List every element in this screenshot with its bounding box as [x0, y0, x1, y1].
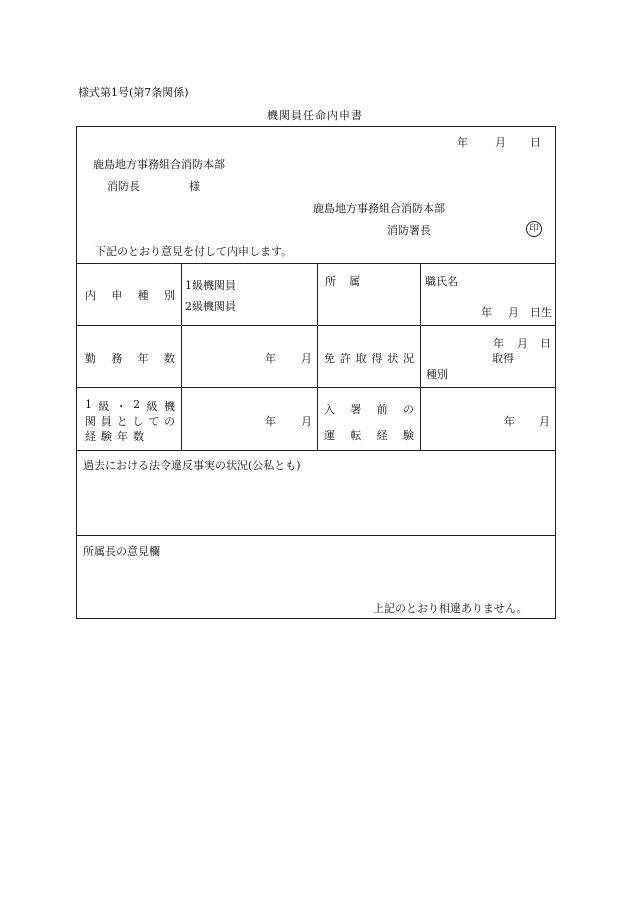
divider-line — [77, 263, 555, 264]
divider-line — [77, 387, 555, 388]
name-label: 職氏名 — [425, 275, 458, 288]
addressee-honorific: 様 — [189, 180, 200, 193]
column-line — [420, 263, 421, 450]
statement-text: 下記のとおり意見を付して内申します。 — [95, 245, 293, 258]
birth-year: 年 — [481, 306, 492, 319]
license-day: 日 — [540, 337, 551, 350]
sender-title: 消防署長 — [387, 224, 431, 237]
date-year: 年 — [457, 136, 468, 149]
seal-mark: 印 — [526, 221, 542, 237]
license-kind: 種別 — [426, 368, 448, 381]
divider-line — [77, 325, 555, 326]
affiliation-label-2: 属 — [349, 275, 360, 288]
confirmation-statement: 上記のとおり相違ありません。 — [373, 602, 528, 615]
service-years-label: 勤 務 年 数 — [85, 352, 175, 365]
divider-line — [77, 450, 555, 451]
column-line — [317, 263, 318, 450]
addressee-title: 消防長 — [107, 180, 140, 193]
prior-driving-label-line-1: 入 署 前 の — [324, 403, 414, 416]
experience-years-unit: 年 — [265, 415, 276, 428]
application-type-label: 内 申 種 別 — [85, 289, 175, 302]
license-month: 月 — [517, 337, 528, 350]
birth-day: 日生 — [530, 306, 552, 319]
experience-label-line-1: 1 級 ・ 2 級 機 — [85, 398, 175, 413]
prior-driving-years-unit: 年 — [504, 415, 515, 428]
sender-organization: 鹿島地方事務組合消防本部 — [313, 202, 445, 215]
birth-month: 月 — [508, 306, 519, 319]
document-title: 機関員任命内申書 — [267, 109, 363, 122]
affiliation-label-1: 所 — [325, 275, 336, 288]
divider-line — [77, 535, 555, 536]
experience-label-line-3: 経 験 年 数 — [85, 430, 144, 443]
license-year: 年 — [493, 337, 504, 350]
addressee-organization: 鹿島地方事務組合消防本部 — [93, 158, 225, 171]
license-status-label: 免 許 取 得 状 況 — [324, 352, 414, 365]
option-grade-1: 1級機関員 — [185, 279, 236, 292]
option-grade-2: 2級機関員 — [185, 300, 236, 313]
form-number: 様式第1号(第7条関係) — [78, 86, 189, 99]
license-acquired: 取得 — [492, 352, 514, 365]
service-months-unit: 月 — [301, 352, 312, 365]
date-month: 月 — [495, 136, 506, 149]
prior-driving-months-unit: 月 — [539, 415, 550, 428]
violation-history-label: 過去における法令違反事実の状況(公私とも) — [83, 459, 301, 472]
supervisor-opinion-label: 所属長の意見欄 — [83, 545, 160, 558]
experience-label-line-2: 関 員 と し て の — [85, 415, 175, 428]
application-form-table — [76, 126, 556, 619]
service-years-unit: 年 — [265, 352, 276, 365]
date-day: 日 — [530, 136, 541, 149]
experience-months-unit: 月 — [301, 415, 312, 428]
column-line — [181, 263, 182, 450]
prior-driving-label-line-2: 運 転 経 験 — [324, 429, 414, 442]
